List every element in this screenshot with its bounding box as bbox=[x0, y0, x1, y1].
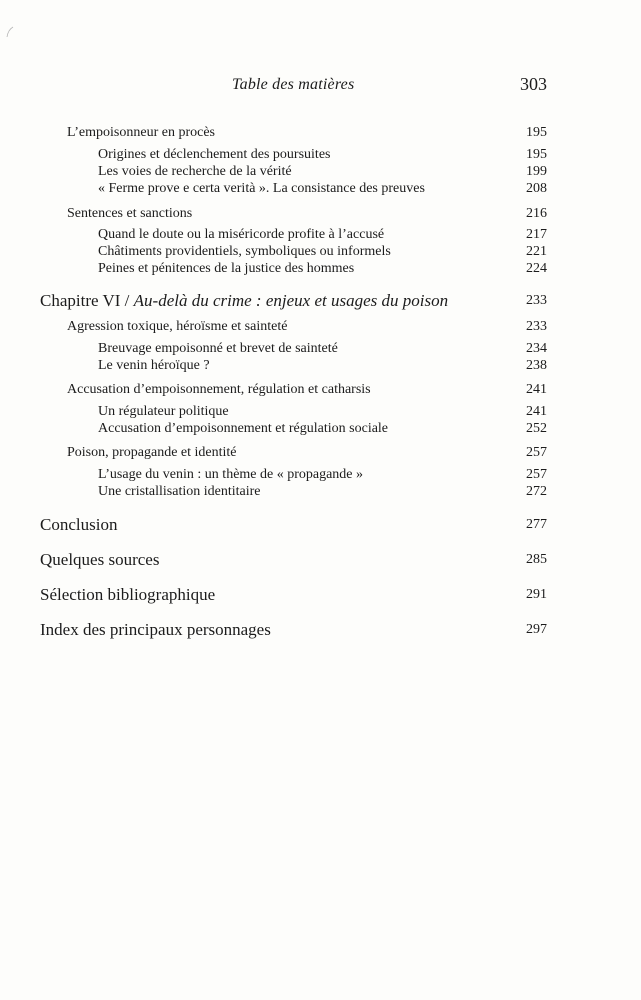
toc-entry-page: 233 bbox=[526, 293, 547, 308]
toc-entry-page: 297 bbox=[526, 622, 547, 637]
toc-entry-title: Conclusion bbox=[40, 515, 118, 534]
toc-entry-page: 272 bbox=[526, 484, 547, 499]
toc-entry-title: Index des principaux personnages bbox=[40, 620, 271, 639]
toc-entry-page: 224 bbox=[526, 261, 547, 276]
toc-entry-title: Poison, propagande et identité bbox=[67, 445, 237, 460]
toc-entry-title: Le venin héroïque ? bbox=[98, 358, 210, 373]
toc-entry-title: Origines et déclenchement des poursuites bbox=[98, 147, 331, 162]
running-head-title: Table des matières bbox=[232, 76, 355, 93]
toc-entry-title: Peines et pénitences de la justice des hommes bbox=[98, 261, 355, 276]
toc-entry-page: 257 bbox=[526, 445, 547, 460]
toc-entry-title: Breuvage empoisonné et brevet de sainteté bbox=[98, 341, 338, 356]
toc-entry-page: 238 bbox=[526, 358, 547, 373]
toc-entry-chapter bbox=[40, 291, 547, 311]
toc-entry-backmatter bbox=[40, 550, 547, 570]
toc-entry-backmatter bbox=[40, 620, 547, 640]
toc-entry-page: 277 bbox=[526, 517, 547, 532]
toc-entry-title: Sélection bibliographique bbox=[40, 585, 216, 604]
toc-entry-section bbox=[67, 123, 547, 143]
toc-entry-page: 208 bbox=[526, 181, 547, 196]
toc-entry-page: 195 bbox=[526, 147, 547, 162]
toc-entry-section bbox=[67, 317, 547, 337]
toc-entry-page: 199 bbox=[526, 164, 547, 179]
toc-entry-subsection bbox=[98, 179, 547, 199]
toc-entry-title: Châtiments providentiels, symboliques ou informels bbox=[98, 244, 391, 259]
toc-entry-page: 221 bbox=[526, 244, 547, 259]
toc-entry-section bbox=[67, 204, 547, 224]
toc-entry-page: 216 bbox=[526, 206, 547, 221]
toc-entry-title: Une cristallisation identitaire bbox=[98, 484, 261, 499]
toc-entry-page: 234 bbox=[526, 341, 547, 356]
toc-entry-subsection bbox=[98, 259, 547, 279]
toc-entry-title: Accusation d’empoisonnement et régulation sociale bbox=[98, 421, 389, 436]
toc-chapter-heading bbox=[40, 291, 448, 311]
toc-entry-title: Quand le doute ou la miséricorde profite à l’accusé bbox=[98, 227, 385, 242]
toc-entry-page: 291 bbox=[526, 587, 547, 602]
toc-entry-title: Agression toxique, héroïsme et sainteté bbox=[67, 319, 288, 334]
toc-entry-title: Accusation d’empoisonnement, régulation et catharsis bbox=[67, 382, 371, 397]
toc-entry-title: Quelques sources bbox=[40, 550, 160, 569]
toc-entry-title: L’usage du venin : un thème de « propagande » bbox=[98, 467, 364, 482]
toc-entry-section bbox=[67, 380, 547, 400]
page-number: 303 bbox=[520, 74, 547, 94]
toc-chapter-title: Au-delà du crime : enjeux et usages du poison bbox=[133, 291, 449, 310]
toc-entry-title: Un régulateur politique bbox=[98, 404, 229, 419]
toc-entry-backmatter bbox=[40, 585, 547, 605]
toc-entry-subsection bbox=[98, 419, 547, 439]
pencil-mark-icon bbox=[5, 26, 15, 38]
toc-entry-subsection bbox=[98, 482, 547, 502]
toc-entry-title: Sentences et sanctions bbox=[67, 206, 193, 221]
toc-entry-page: 241 bbox=[526, 404, 547, 419]
toc-entry-page: 233 bbox=[526, 319, 547, 334]
toc-entry-title: « Ferme prove e certa verità ». La consistance des preuves bbox=[98, 181, 425, 196]
toc-entry-page: 257 bbox=[526, 467, 547, 482]
toc-entry-section bbox=[67, 443, 547, 463]
toc-entry-subsection bbox=[98, 356, 547, 376]
toc-entry-title: Les voies de recherche de la vérité bbox=[98, 164, 292, 179]
toc-entry-title: L’empoisonneur en procès bbox=[67, 125, 215, 140]
toc-entry-page: 285 bbox=[526, 552, 547, 567]
toc-entry-page: 241 bbox=[526, 382, 547, 397]
running-head bbox=[0, 76, 641, 98]
toc-entry-page: 195 bbox=[526, 125, 547, 140]
toc-entry-page: 217 bbox=[526, 227, 547, 242]
toc-entry-backmatter bbox=[40, 515, 547, 535]
toc-entry-page: 252 bbox=[526, 421, 547, 436]
toc-chapter-label: Chapitre VI / bbox=[40, 291, 134, 310]
